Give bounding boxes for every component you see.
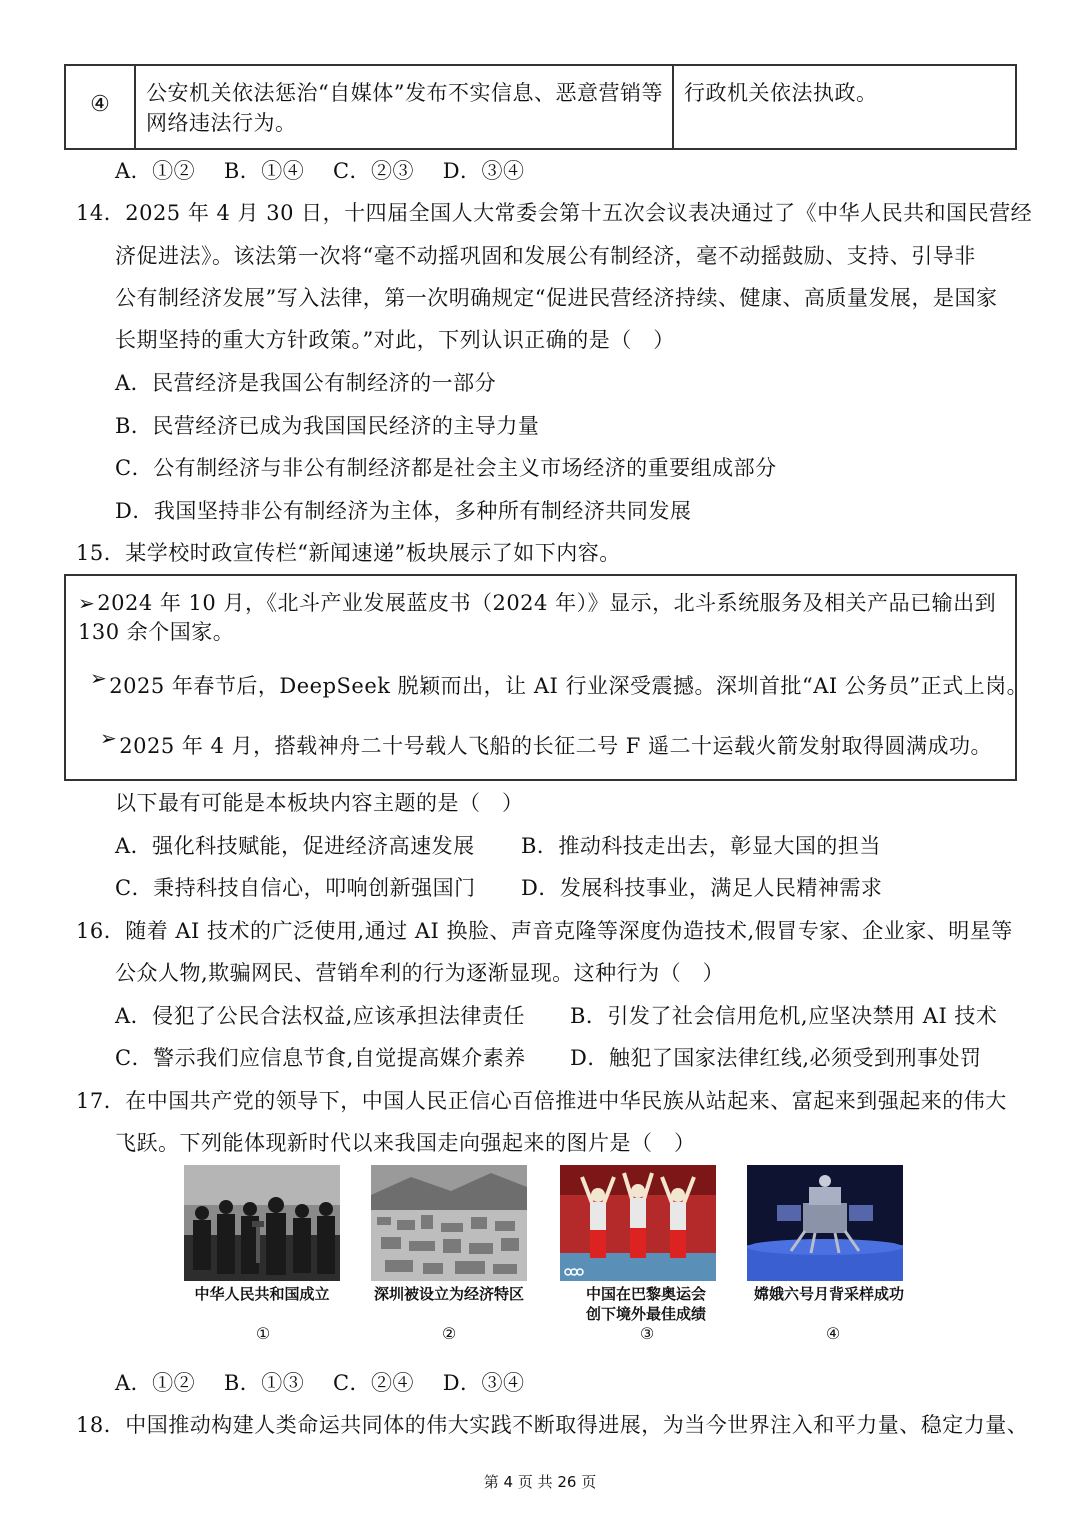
q16-option-b: B．引发了社会信用危机,应坚决禁用 AI 技术 bbox=[570, 1004, 998, 1028]
q15-stem: 15．某学校时政宣传栏“新闻速递”板块展示了如下内容。 bbox=[76, 541, 621, 565]
q14-stem-line3: 公有制经济发展”写入法律，第一次明确规定“促进民营经济持续、健康、高质量发展，是国家 bbox=[115, 286, 998, 310]
bullet-arrow-icon: ➢ bbox=[100, 726, 118, 750]
q15-option-d: D．发展科技事业，满足人民精神需求 bbox=[521, 876, 883, 900]
bullet-arrow-icon: ➢ bbox=[90, 666, 108, 690]
photo-number: ② bbox=[441, 1324, 457, 1343]
q18-stem-line1: 18．中国推动构建人类命运共同体的伟大实践不断取得进展，为当今世界注入和平力量、稳定力量、 bbox=[76, 1413, 1029, 1437]
q13-options: A．①② B．①④ C．②③ D．③④ bbox=[115, 159, 525, 183]
bullet-arrow-icon: ➢ bbox=[78, 591, 96, 615]
table-cell-right: 行政机关依法执政。 bbox=[684, 81, 878, 105]
q14-option-a: A．民营经济是我国公有制经济的一部分 bbox=[115, 371, 497, 395]
q14-stem-line2: 济促进法》。该法第一次将“毫不动摇巩固和发展公有制经济，毫不动摇鼓励、支持、引导非 bbox=[115, 244, 976, 268]
q15-option-b: B．推动科技走出去，彰显大国的担当 bbox=[521, 834, 881, 858]
photo-number: ① bbox=[255, 1324, 271, 1343]
table-row-number: ④ bbox=[90, 92, 110, 117]
photo-number: ④ bbox=[825, 1324, 841, 1343]
q15-option-c: C．秉持科技自信心，叩响创新强国门 bbox=[115, 876, 476, 900]
photo-caption: 深圳被设立为经济特区 bbox=[373, 1285, 524, 1303]
q14-stem-line4: 长期坚持的重大方针政策。”对此，下列认识正确的是（ ） bbox=[115, 328, 675, 352]
q16-option-a: A．侵犯了公民合法权益,应该承担法律责任 bbox=[115, 1004, 525, 1028]
q16-stem-line2: 公众人物,欺骗网民、营销牟利的行为逐渐显现。这种行为（ ） bbox=[115, 961, 725, 985]
q15-question: 以下最有可能是本板块内容主题的是（ ） bbox=[115, 791, 524, 815]
photo-caption: 中国在巴黎奥运会 bbox=[585, 1285, 706, 1303]
page-footer: 第 4 页 共 26 页 bbox=[483, 1473, 597, 1491]
q16-option-d: D．触犯了国家法律红线,必须受到刑事处罚 bbox=[570, 1046, 982, 1070]
photo-founding-ceremony bbox=[184, 1165, 340, 1281]
q14-option-c: C．公有制经济与非公有制经济都是社会主义市场经济的重要组成部分 bbox=[115, 456, 777, 480]
news-item-3: ➢2025 年 4 月，搭载神舟二十号载人飞船的长征二号 F 遥二十运载火箭发射取得圆满成功。 bbox=[100, 731, 992, 761]
photo-caption: 中华人民共和国成立 bbox=[194, 1285, 330, 1303]
photo-paris-olympics bbox=[560, 1165, 716, 1281]
q17-stem-line1: 17．在中国共产党的领导下，中国人民正信心百倍推进中华民族从站起来、富起来到强起来的伟大 bbox=[76, 1089, 1007, 1113]
photo-change6-lander bbox=[747, 1165, 903, 1281]
photo-number: ③ bbox=[639, 1324, 655, 1343]
q17-options: A．①② B．①③ C．②④ D．③④ bbox=[115, 1371, 525, 1395]
q14-option-b: B．民营经济已成为我国国民经济的主导力量 bbox=[115, 414, 540, 438]
photo-caption: 嫦娥六号月背采样成功 bbox=[753, 1285, 904, 1303]
news-box bbox=[64, 574, 1029, 781]
photo-shenzhen-aerial bbox=[371, 1165, 527, 1281]
q16-stem-line1: 16．随着 AI 技术的广泛使用,通过 AI 换脸、声音克隆等深度伪造技术,假冒专家、企业家、明星等 bbox=[76, 919, 1013, 943]
photo-caption-line2: 创下境外最佳成绩 bbox=[585, 1305, 706, 1323]
news-item-1-line2: 130 余个国家。 bbox=[78, 620, 235, 644]
table-cell-left-line1: 公安机关依法惩治“自媒体”发布不实信息、恶意营销等 bbox=[146, 81, 663, 105]
news-item-2: ➢2025 年春节后，DeepSeek 脱颖而出，让 AI 行业深受震撼。深圳首批“AI 公务员”正式上岗。 bbox=[90, 671, 1028, 701]
q16-option-c: C．警示我们应信息节食,自觉提高媒介素养 bbox=[115, 1046, 526, 1070]
q17-stem-line2: 飞跃。下列能体现新时代以来我国走向强起来的图片是（ ） bbox=[115, 1131, 696, 1155]
answer-table-row bbox=[64, 64, 1017, 150]
q14-option-d: D．我国坚持非公有制经济为主体，多种所有制经济共同发展 bbox=[115, 499, 692, 523]
news-item-1-line1: ➢2024 年 10 月，《北斗产业发展蓝皮书（2024 年）》显示，北斗系统服务及相关产品已输出到 bbox=[78, 588, 996, 618]
q15-option-a: A．强化科技赋能，促进经济高速发展 bbox=[115, 834, 475, 858]
q14-stem-line1: 14．2025 年 4 月 30 日，十四届全国人大常委会第十五次会议表决通过了《中华人民共和国民营经 bbox=[76, 201, 1033, 225]
table-cell-left-line2: 网络违法行为。 bbox=[146, 111, 297, 135]
